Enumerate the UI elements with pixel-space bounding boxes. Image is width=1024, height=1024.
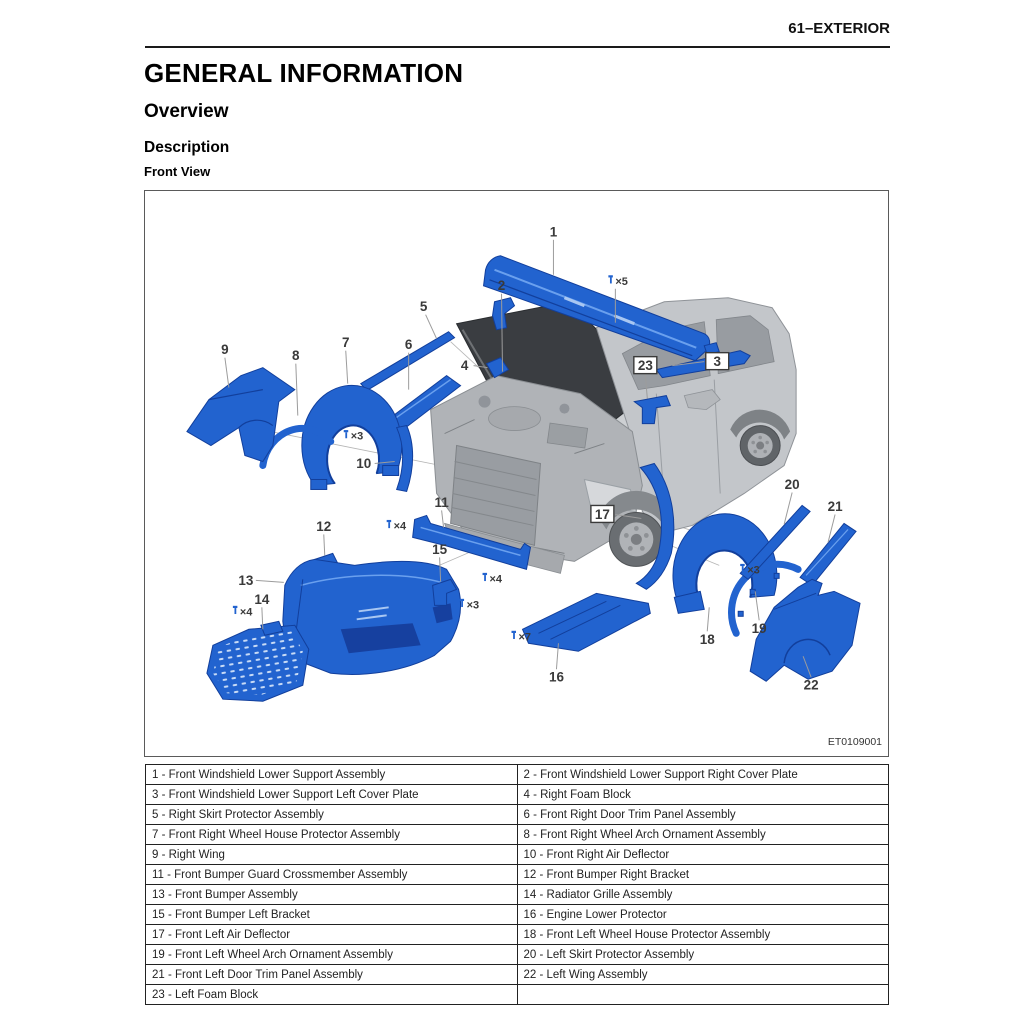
bolt-icon (484, 575, 486, 581)
quantity-marker-0 (608, 275, 628, 287)
quantity-label: ×7 (518, 631, 532, 644)
quantity-label: ×3 (350, 430, 364, 443)
bolt-icon (610, 277, 612, 283)
bolt-icon (460, 599, 464, 601)
callout-5: 5 (419, 299, 428, 315)
quantity-marker-6 (512, 631, 532, 643)
quantity-marker-1 (344, 430, 364, 442)
leader-line-7 (346, 351, 348, 384)
parts-table-cell: 15 - Front Bumper Left Bracket (146, 905, 518, 925)
quantity-label: ×4 (489, 573, 503, 586)
parts-table-cell: 23 - Left Foam Block (146, 985, 518, 1005)
exploded-view-diagram (145, 191, 888, 756)
parts-table-cell: 20 - Left Skirt Protector Assembly (517, 945, 889, 965)
table-row (146, 865, 889, 885)
quantity-label: ×3 (466, 599, 480, 612)
table-row (146, 905, 889, 925)
callout-17: 17 (594, 506, 610, 522)
bolt-icon (608, 275, 612, 277)
bolt-icon (233, 606, 237, 608)
quantity-marker-3 (483, 573, 503, 585)
quantity-marker-5 (233, 606, 253, 618)
callout-12: 12 (316, 518, 332, 534)
table-row (146, 925, 889, 945)
quantity-marker-4 (460, 599, 480, 611)
callout-7: 7 (341, 335, 350, 351)
callout-15: 15 (432, 541, 448, 557)
parts-table-cell: 19 - Front Left Wheel Arch Ornament Assembly (146, 945, 518, 965)
view-label: Front View (144, 164, 211, 179)
bolt-icon (234, 608, 236, 614)
part-radiator-grille (207, 621, 309, 701)
bolt-icon (387, 520, 391, 522)
parts-table-cell: 7 - Front Right Wheel House Protector Assembly (146, 825, 518, 845)
front-view-figure (144, 190, 889, 757)
parts-table-cell: 16 - Engine Lower Protector (517, 905, 889, 925)
quantity-marker-2 (387, 520, 407, 532)
bolt-icon (742, 566, 744, 572)
bolt-icon (512, 631, 516, 633)
parts-table-cell (517, 985, 889, 1005)
bolt-icon (740, 564, 744, 566)
callout-2: 2 (497, 278, 506, 294)
section-overview: Overview (144, 101, 229, 122)
leader-line-5 (426, 315, 437, 339)
quantity-label: ×4 (393, 520, 407, 533)
part-engine-lower-protector (522, 593, 650, 651)
leader-line-13 (256, 580, 284, 582)
table-row (146, 985, 889, 1005)
callout-14: 14 (254, 591, 270, 607)
callout-19: 19 (751, 620, 767, 636)
table-row (146, 785, 889, 805)
chapter-label: 61–EXTERIOR (788, 20, 890, 37)
bolt-icon (345, 432, 347, 438)
parts-table (145, 764, 889, 1005)
bolt-icon (483, 573, 487, 575)
callout-8: 8 (292, 348, 300, 364)
parts-table-cell: 22 - Left Wing Assembly (517, 965, 889, 985)
leader-line-12 (324, 534, 325, 555)
leader-line-18 (707, 607, 709, 631)
callout-18: 18 (699, 631, 715, 647)
callout-16: 16 (548, 669, 564, 685)
callout-3: 3 (713, 354, 721, 370)
leader-line-9 (225, 358, 229, 388)
table-row (146, 765, 889, 785)
callout-1: 1 (549, 224, 558, 240)
quantity-label: ×5 (615, 275, 628, 288)
parts-table-cell: 3 - Front Windshield Lower Support Left Cover Plate (146, 785, 518, 805)
part-left-door-trim (800, 523, 856, 585)
parts-table-cell: 10 - Front Right Air Deflector (517, 845, 889, 865)
parts-table-cell: 6 - Front Right Door Trim Panel Assembly (517, 805, 889, 825)
quantity-label: ×3 (747, 564, 760, 577)
callout-10: 10 (356, 456, 372, 472)
page-title: GENERAL INFORMATION (144, 58, 464, 88)
parts-table-cell: 8 - Front Right Wheel Arch Ornament Assembly (517, 825, 889, 845)
bolt-icon (344, 430, 348, 432)
section-description: Description (144, 139, 230, 156)
table-row (146, 825, 889, 845)
leader-line-11 (442, 510, 444, 527)
callout-13: 13 (238, 572, 254, 588)
parts-table-cell: 4 - Right Foam Block (517, 785, 889, 805)
table-row (146, 845, 889, 865)
parts-table-cell: 12 - Front Bumper Right Bracket (517, 865, 889, 885)
parts-table-cell: 5 - Right Skirt Protector Assembly (146, 805, 518, 825)
table-row (146, 805, 889, 825)
header-rule (145, 46, 890, 48)
callout-23: 23 (637, 358, 653, 374)
part-front-bumper (283, 559, 461, 674)
callout-21: 21 (827, 498, 843, 514)
callout-22: 22 (803, 677, 819, 693)
parts-table-cell: 21 - Front Left Door Trim Panel Assembly (146, 965, 518, 985)
table-row (146, 885, 889, 905)
bolt-icon (513, 633, 515, 639)
parts-table-cell: 17 - Front Left Air Deflector (146, 925, 518, 945)
callout-4: 4 (460, 358, 469, 374)
callout-9: 9 (221, 342, 229, 358)
table-row (146, 965, 889, 985)
bolt-icon (461, 601, 463, 607)
table-row (146, 945, 889, 965)
callout-6: 6 (404, 337, 413, 353)
leader-line-8 (296, 364, 298, 416)
parts-table-cell: 9 - Right Wing (146, 845, 518, 865)
parts-table-cell: 18 - Front Left Wheel House Protector Assembly (517, 925, 889, 945)
bolt-icon (388, 522, 390, 528)
quantity-label: ×4 (239, 606, 253, 619)
callout-11: 11 (434, 494, 449, 510)
parts-table-cell: 14 - Radiator Grille Assembly (517, 885, 889, 905)
parts-table-cell: 2 - Front Windshield Lower Support Right Cover Plate (517, 765, 889, 785)
parts-table-cell: 11 - Front Bumper Guard Crossmember Assembly (146, 865, 518, 885)
part-right-wing (187, 368, 295, 462)
callout-20: 20 (784, 476, 800, 492)
parts-table-cell: 13 - Front Bumper Assembly (146, 885, 518, 905)
figure-code: ET0109001 (827, 737, 883, 749)
parts-table-cell: 1 - Front Windshield Lower Support Assembly (146, 765, 518, 785)
